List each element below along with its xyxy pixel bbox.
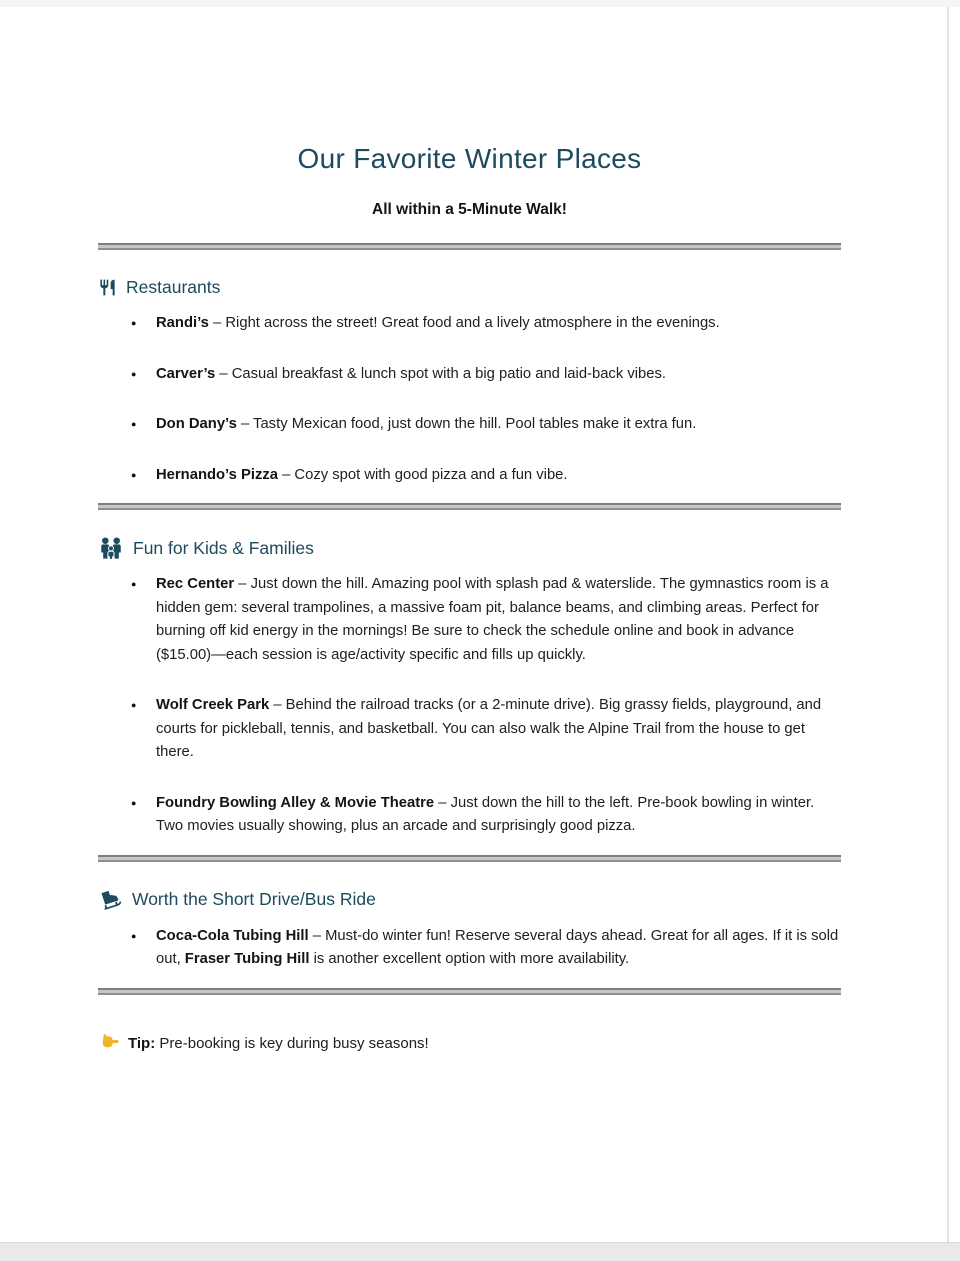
page-right-edge [947, 7, 949, 1243]
horizontal-rule [98, 988, 841, 995]
list-item [128, 363, 841, 387]
page-top-edge [0, 0, 960, 7]
place-desc: – Just down the hill. Amazing pool with splash pad & waterslide. The gymnastics room is a hidden gem: several trampolines, a massive foam pit, balance beams, and climbing areas. Perfect for burning off kid energy in the mornings! Be sure to check the schedule online and book in advance ($15.00)—each session is age/activity specific and fills up quickly. [156, 576, 829, 663]
place-desc: – Just down the hill to the left. Pre-book bowling in winter. Two movies usually showing, plus an arcade and surprisingly good pizza. [156, 794, 815, 834]
pointing-hand-icon [98, 1033, 119, 1055]
fork-knife-icon [98, 276, 117, 299]
page-title: Our Favorite Winter Places [297, 143, 642, 174]
section-heading-short-drive [98, 888, 841, 912]
restaurants-list [98, 312, 841, 487]
place-name: Carver’s [156, 365, 216, 382]
place-desc: – Tasty Mexican food, just down the hill. Pool tables make it extra fun. [240, 416, 697, 432]
horizontal-rule [98, 855, 841, 862]
page-subtitle: All within a 5-Minute Walk! [372, 201, 567, 218]
place-desc: is another excellent option with more availability. [309, 951, 630, 967]
list-item [128, 573, 841, 667]
short-drive-list [98, 925, 841, 972]
place-name: Foundry Bowling Alley & Movie Theatre [156, 794, 435, 811]
place-name: Wolf Creek Park [156, 697, 270, 713]
page-bottom-edge [0, 1242, 960, 1261]
horizontal-rule [98, 503, 841, 510]
place-desc: – Casual breakfast & lunch spot with a big patio and laid-back vibes. [219, 365, 666, 382]
tip-text [128, 1035, 429, 1052]
place-desc: – Cozy spot with good pizza and a fun vibe. [282, 466, 568, 483]
place-desc: – Right across the street! Great food and a lively atmosphere in the evenings. [213, 315, 720, 331]
horizontal-rule [98, 243, 841, 250]
list-item [128, 792, 841, 839]
section-heading-label: Restaurants [126, 277, 221, 297]
place-name: Hernando’s Pizza [156, 466, 278, 483]
list-item [128, 464, 841, 488]
section-heading-kids-families [98, 536, 841, 560]
list-item [128, 312, 841, 336]
place-desc: – Behind the railroad tracks (or a 2-minute drive). Big grassy fields, playground, and courts for pickleball, tennis, and basketball. You can also walk the Alpine Trail from the house to get there. [156, 697, 822, 760]
place-desc: – Must-do winter fun! Reserve several days ahead. Great for all ages. If it is sold out, [156, 927, 839, 967]
list-item [128, 694, 841, 765]
place-name: Coca-Cola Tubing Hill [156, 927, 309, 944]
place-name: Rec Center [156, 576, 235, 592]
family-icon [98, 536, 124, 560]
ice-skate-icon [98, 888, 123, 912]
list-item [128, 413, 841, 437]
document-body [98, 0, 841, 1055]
section-heading-restaurants [98, 276, 841, 299]
section-heading-label: Fun for Kids & Families [133, 537, 314, 558]
section-heading-label: Worth the Short Drive/Bus Ride [132, 889, 376, 909]
list-item [128, 925, 841, 972]
kids-families-list [98, 573, 841, 839]
place-name: Don Dany’s [156, 416, 237, 432]
tip-body: Pre-booking is key during busy seasons! [159, 1035, 429, 1052]
place-name-inline: Fraser Tubing Hill [184, 951, 310, 967]
tip-row [98, 1033, 841, 1055]
place-name: Randi’s [156, 315, 209, 331]
tip-label: Tip: [128, 1035, 156, 1052]
